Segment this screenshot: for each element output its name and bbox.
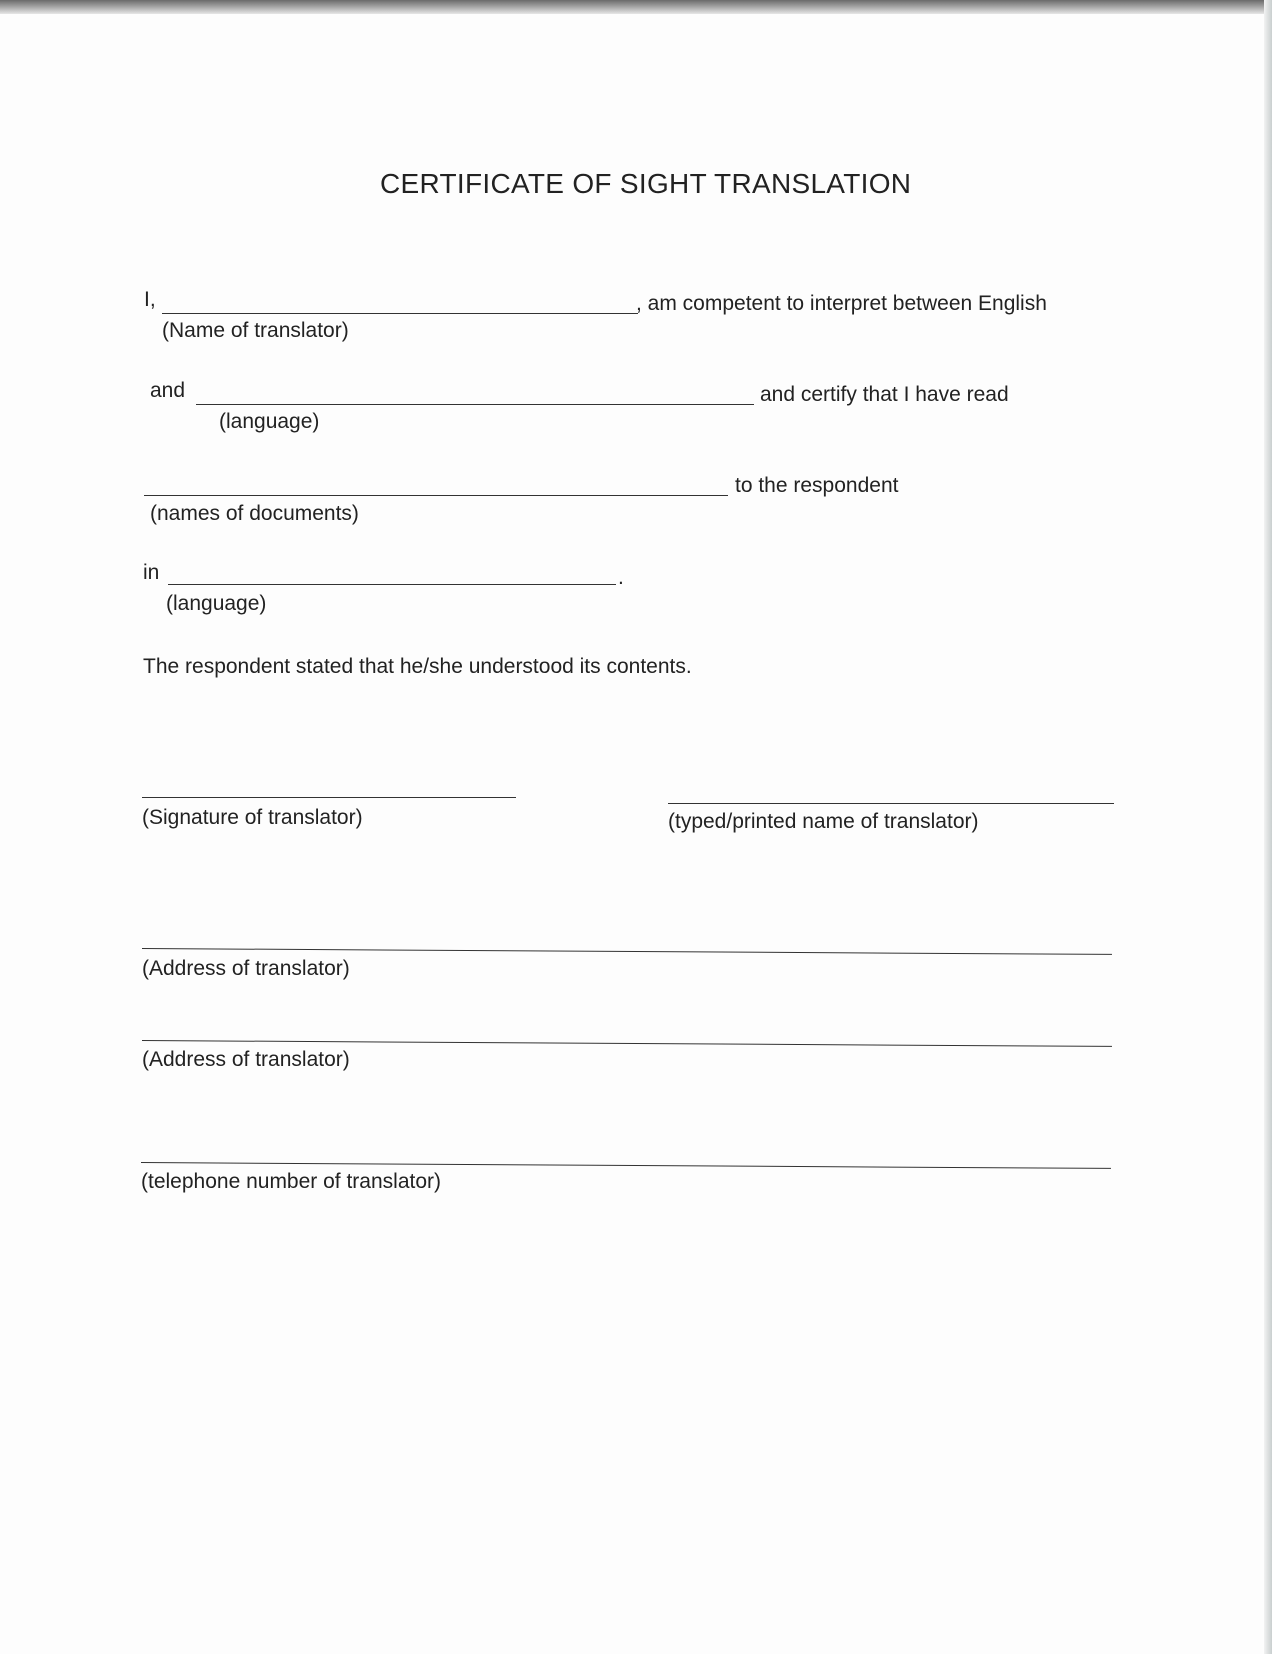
scan-edge-right [1264, 0, 1272, 1654]
translator-name-caption: (Name of translator) [162, 319, 349, 342]
documents-caption: (names of documents) [150, 502, 359, 525]
language-caption-1: (language) [219, 410, 320, 433]
printed-name-caption: (typed/printed name of translator) [668, 810, 979, 833]
language-field-2[interactable] [168, 584, 616, 585]
line2-suffix: and certify that I have read [760, 383, 1009, 406]
telephone-field[interactable] [141, 1162, 1111, 1169]
language-field-1[interactable] [196, 404, 754, 405]
printed-name-field[interactable] [668, 803, 1114, 804]
language-caption-2: (language) [166, 592, 267, 615]
translator-name-field[interactable] [162, 313, 638, 314]
line1-suffix: , am competent to interpret between English [636, 292, 1047, 315]
line4-prefix: in [143, 561, 160, 584]
signature-field[interactable] [142, 797, 516, 798]
line1-prefix: I, [144, 288, 156, 311]
line4-suffix: . [618, 566, 624, 589]
statement-text: The respondent stated that he/she understood its contents. [143, 655, 692, 678]
documents-field[interactable] [144, 495, 728, 496]
address-caption-2: (Address of translator) [142, 1048, 350, 1071]
address-caption-1: (Address of translator) [142, 957, 350, 980]
page-title: CERTIFICATE OF SIGHT TRANSLATION [380, 168, 912, 199]
telephone-caption: (telephone number of translator) [141, 1170, 441, 1193]
address-field-1[interactable] [142, 948, 1112, 955]
signature-caption: (Signature of translator) [142, 806, 363, 829]
line3-suffix: to the respondent [735, 474, 899, 497]
scan-edge-top [0, 0, 1272, 14]
line2-prefix: and [150, 379, 186, 402]
address-field-2[interactable] [142, 1040, 1112, 1047]
